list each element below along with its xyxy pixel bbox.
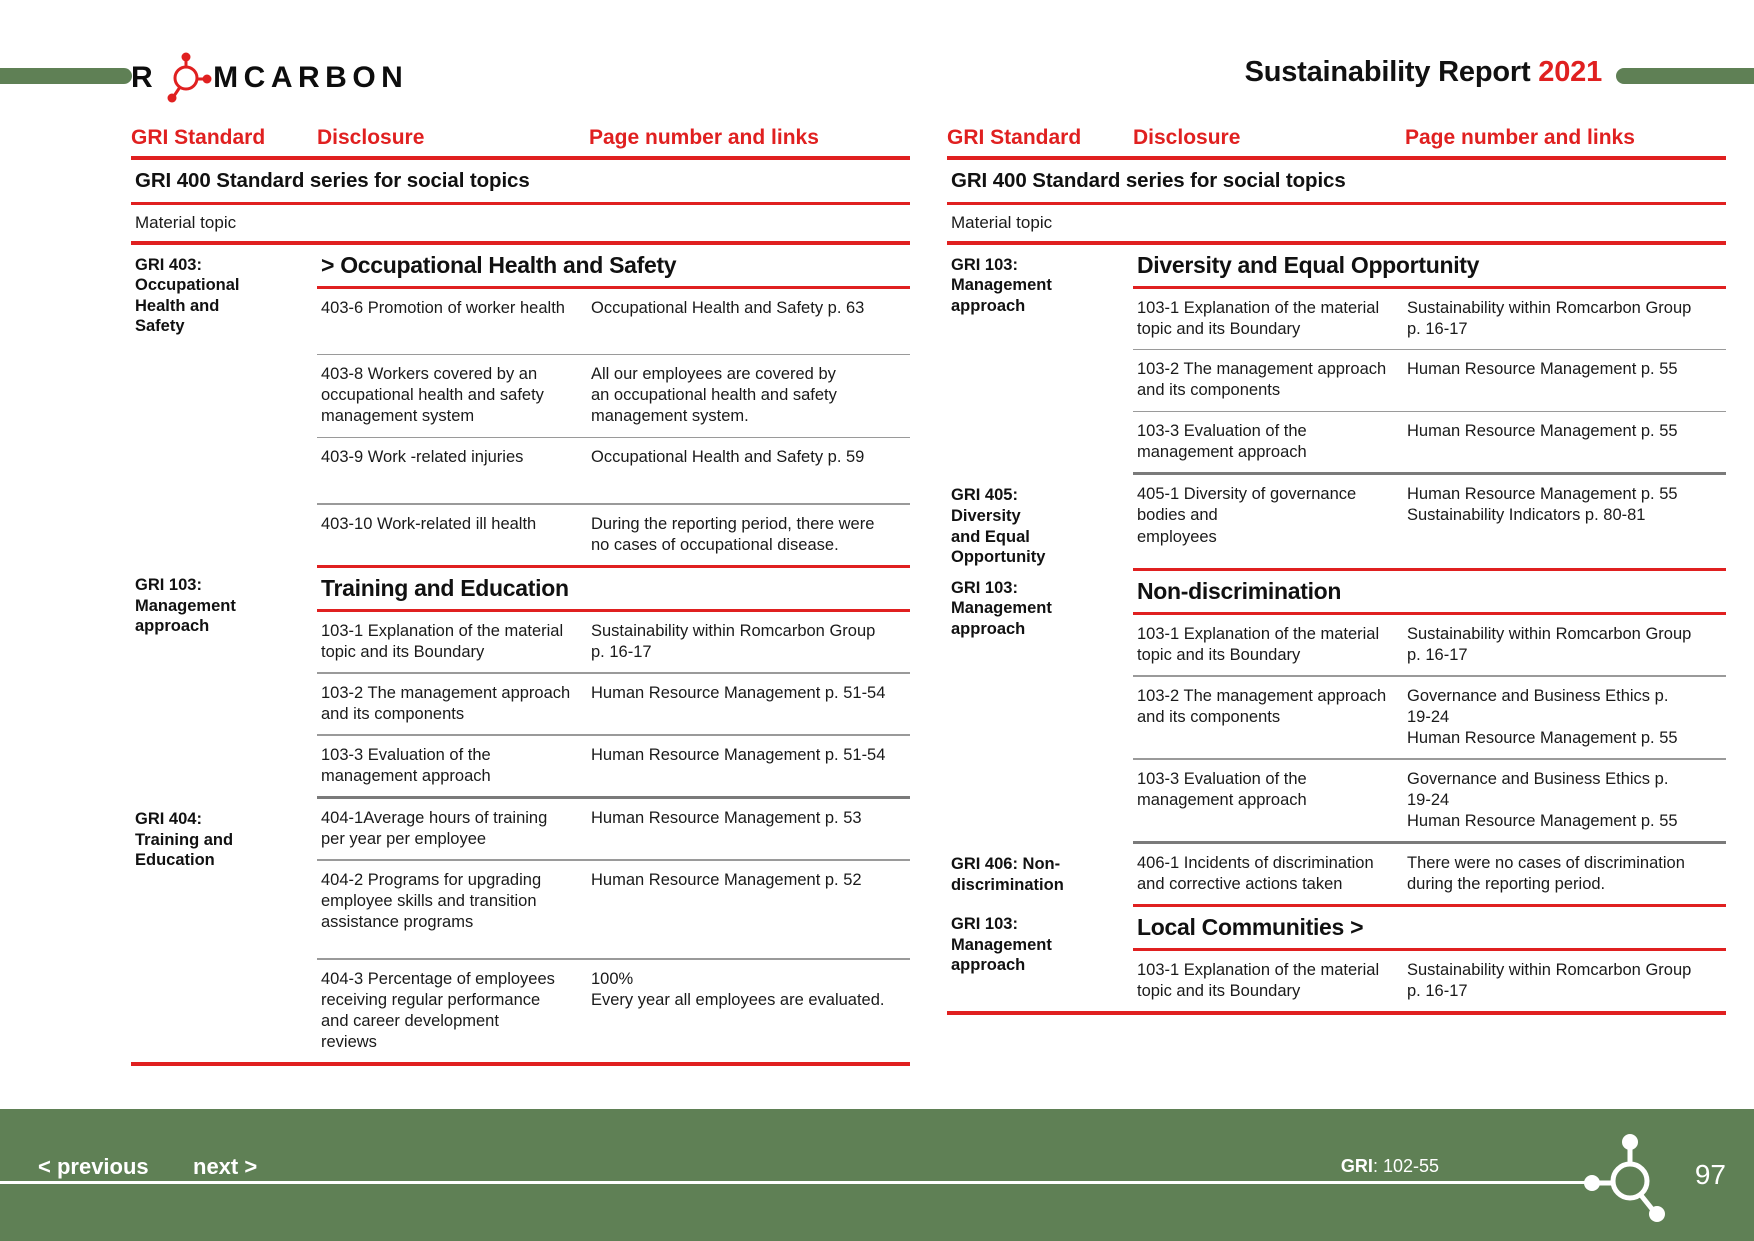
page-links-cell: [1405, 298, 1726, 340]
gri-reference: [1341, 1156, 1439, 1177]
page-links-text: Occupational Health and Safety p. 59: [591, 448, 865, 467]
page-links-cell: [589, 683, 910, 725]
disclosure-cell: [1133, 421, 1405, 463]
page-links-text: 100% Every year all employees are evaluated.: [591, 969, 885, 1009]
disclosure-cell: [1133, 686, 1405, 749]
gri-standard-cell: [131, 565, 317, 799]
report-title-text: Sustainability Report: [1244, 56, 1539, 88]
disclosure-cell: [1133, 484, 1405, 547]
column-header-gri-standard: GRI Standard: [947, 126, 1082, 149]
gri-standard-cell: [131, 245, 317, 566]
page-number: 97: [1694, 1159, 1726, 1190]
disclosure-cell: [317, 683, 589, 725]
page-links-text: Human Resource Management p. 53: [591, 808, 862, 827]
standard-group: [131, 245, 910, 566]
disclosure-cell: [1133, 853, 1405, 895]
page-links-cell: [1405, 686, 1726, 749]
standard-group: [947, 475, 1726, 568]
material-topic-label: Material topic: [951, 213, 1053, 232]
disclosure-cell: [1133, 359, 1405, 401]
page-header: [0, 0, 1754, 108]
disclosure-cell: [317, 514, 589, 556]
disclosure-table: [1133, 245, 1726, 476]
page-links-cell: [589, 808, 910, 850]
table-row: [317, 799, 910, 859]
page-links-cell: [1405, 359, 1726, 401]
previous-page-link[interactable]: < previous: [38, 1154, 149, 1179]
page-links-cell: [589, 870, 910, 933]
page-links-text: Occupational Health and Safety p. 63: [591, 298, 865, 317]
standard-group: [947, 245, 1726, 476]
disclosure-cell: [317, 745, 589, 787]
logo-text-right: MCARBON: [213, 61, 409, 94]
disclosure-cell: [317, 621, 589, 663]
gri-standard-cell: [131, 799, 317, 1062]
column-right: [947, 108, 1726, 1008]
series-title: GRI 400 Standard series for social topics: [951, 168, 1346, 192]
gri-standard-cell: [947, 475, 1133, 568]
page-links-cell: [1405, 421, 1726, 463]
gri-standard-label: GRI 103: Management approach: [135, 576, 236, 636]
table-row: [1133, 760, 1726, 841]
logo-text-left: R: [131, 61, 159, 94]
series-title: GRI 400 Standard series for social topics: [135, 168, 530, 192]
column-bottom-rule: [131, 1062, 910, 1066]
page-footer: [0, 1109, 1754, 1241]
disclosure-text: 103-1 Explanation of the material topic and its Boundary: [1137, 624, 1380, 664]
disclosure-text: 103-2 The management approach and its components: [1137, 360, 1387, 400]
disclosure-cell: [317, 969, 589, 1053]
section-heading: > Occupational Health and Safety: [321, 251, 677, 278]
page-links-text: Sustainability within Romcarbon Group p. 16-17: [591, 622, 876, 662]
gri-standard-label: GRI 404: Training and Education: [135, 809, 234, 870]
page-links-cell: [1405, 769, 1726, 832]
column-header-page-links: Page number and links: [1405, 126, 1635, 149]
standard-group: [131, 799, 910, 1062]
table-row: [317, 289, 910, 354]
table-row: [317, 736, 910, 796]
report-year: 2021: [1538, 56, 1602, 88]
disclosure-text: 103-3 Evaluation of the management approach: [1137, 422, 1307, 462]
table-row: [317, 438, 910, 503]
page-links-text: There were no cases of discrimination during the reporting period.: [1407, 853, 1685, 894]
disclosure-text: 404-1Average hours of training per year per employee: [321, 808, 548, 848]
table-row: [1133, 412, 1726, 472]
disclosure-table: [1133, 568, 1726, 844]
disclosure-text: 103-1 Explanation of the material topic and its Boundary: [1137, 298, 1380, 338]
disclosure-text: 404-2 Programs for upgrading employee skills and transition assistance programs: [321, 870, 542, 931]
page-links-text: Sustainability within Romcarbon Group p. 16-17: [1407, 624, 1692, 664]
table-column-headers: [131, 126, 910, 156]
gri-reference-value: : 102-55: [1372, 1156, 1439, 1176]
disclosure-cell: [1133, 960, 1405, 1002]
page-links-text: All our employees are covered by an occupational health and safety management system.: [591, 365, 837, 426]
disclosure-text: 103-3 Evaluation of the management approach: [1137, 769, 1307, 809]
gri-standard-label: GRI 406: Non- discrimination: [951, 854, 1064, 894]
disclosure-cell: [317, 870, 589, 933]
header-bar-right: [1616, 68, 1754, 84]
disclosure-text: 403-8 Workers covered by an occupational health and safety management system: [321, 365, 544, 426]
page-links-cell: [589, 298, 910, 319]
table-row: [1133, 615, 1726, 675]
disclosure-cell: [1133, 624, 1405, 666]
gri-standard-label: GRI 405: Diversity and Equal Opportunity: [951, 486, 1046, 567]
page-links-cell: [589, 969, 910, 1053]
gri-standard-cell: [947, 844, 1133, 904]
page-links-text: Human Resource Management p. 51-54: [591, 745, 886, 764]
page-links-cell: [589, 364, 910, 427]
disclosure-text: 103-2 The management approach and its components: [1137, 686, 1387, 726]
disclosure-cell: [1133, 298, 1405, 340]
standard-group: [947, 568, 1726, 844]
disclosure-text: 103-1 Explanation of the material topic and its Boundary: [321, 622, 564, 662]
page-links-text: Sustainability within Romcarbon Group p. 16-17: [1407, 298, 1692, 338]
disclosure-text: 406-1 Incidents of discrimination and corrective actions taken: [1137, 853, 1374, 894]
gri-standard-cell: [947, 245, 1133, 476]
page-title: [1245, 56, 1602, 89]
page-links-cell: [1405, 960, 1726, 1002]
disclosure-text: 103-1 Explanation of the material topic and its Boundary: [1137, 961, 1380, 1001]
table-column-headers: [947, 126, 1726, 156]
standard-group: [131, 565, 910, 799]
content-area: [0, 108, 1754, 1051]
table-row: [1133, 289, 1726, 349]
disclosure-table: [1133, 844, 1726, 904]
gri-standard-label: GRI 103: Management approach: [951, 255, 1052, 315]
page-links-text: Human Resource Management p. 55: [1407, 360, 1678, 379]
section-heading: Training and Education: [321, 575, 569, 602]
gri-standard-cell: [947, 568, 1133, 844]
table-row: [317, 505, 910, 565]
page-links-text: Human Resource Management p. 55 Sustainability Indicators p. 80-81: [1407, 485, 1678, 525]
disclosure-cell: [317, 298, 589, 319]
table-row: [1133, 677, 1726, 758]
page-links-text: Human Resource Management p. 52: [591, 870, 862, 889]
gri-standard-label: GRI 103: Management approach: [951, 915, 1052, 975]
material-topic-label: Material topic: [135, 213, 237, 232]
page-links-cell: [589, 447, 910, 468]
table-row: [317, 355, 910, 436]
page-links-text: During the reporting period, there were no cases of occupational disease.: [591, 514, 875, 554]
table-row: [317, 612, 910, 672]
page-links-cell: [1405, 624, 1726, 666]
header-bar-left: [0, 68, 132, 84]
disclosure-table: [317, 245, 910, 566]
molecule-icon: [160, 52, 212, 104]
disclosure-text: 103-2 The management approach and its components: [321, 683, 571, 723]
standard-group: [947, 904, 1726, 1011]
column-bottom-rule: [947, 1011, 1726, 1015]
section-heading: Diversity and Equal Opportunity: [1137, 251, 1480, 278]
disclosure-table: [1133, 475, 1726, 568]
table-row: [317, 960, 910, 1062]
table-row: [1133, 951, 1726, 1011]
column-header-page-links: Page number and links: [589, 126, 819, 149]
standard-group: [947, 844, 1726, 904]
footer-divider: [0, 1181, 1610, 1184]
disclosure-table: [1133, 904, 1726, 1011]
page-links-text: Sustainability within Romcarbon Group p. 16-17: [1407, 961, 1692, 1001]
disclosure-cell: [1133, 769, 1405, 832]
page-links-cell: [589, 514, 910, 556]
column-header-gri-standard: GRI Standard: [131, 126, 266, 149]
table-row: [1133, 844, 1726, 904]
disclosure-cell: [317, 808, 589, 850]
page-links-cell: [589, 745, 910, 787]
column-header-disclosure: Disclosure: [1133, 126, 1241, 149]
page-links-text: Human Resource Management p. 51-54: [591, 683, 886, 702]
gri-standard-label: GRI 103: Management approach: [951, 578, 1052, 639]
column-left: [131, 108, 910, 1051]
page-links-text: Human Resource Management p. 55: [1407, 422, 1678, 441]
next-page-link[interactable]: next >: [193, 1154, 258, 1179]
gri-standard-cell: [947, 904, 1133, 1011]
page-links-text: Governance and Business Ethics p. 19-24 Human Resource Management p. 55: [1407, 686, 1678, 747]
disclosure-table: [317, 565, 910, 799]
disclosure-text: 403-9 Work -related injuries: [321, 448, 524, 467]
disclosure-text: 405-1 Diversity of governance bodies and employees: [1137, 485, 1357, 546]
disclosure-text: 403-6 Promotion of worker health: [321, 298, 565, 317]
footer-molecule-icon: [1580, 1131, 1676, 1227]
table-row: [1133, 475, 1726, 564]
disclosure-text: 103-3 Evaluation of the management approach: [321, 745, 491, 785]
disclosure-cell: [317, 447, 589, 468]
disclosure-cell: [317, 364, 589, 427]
table-row: [1133, 350, 1726, 410]
table-row: [317, 861, 910, 958]
disclosure-text: 404-3 Percentage of employees receiving regular performance and career development reviews: [321, 969, 555, 1051]
section-heading: Local Communities >: [1137, 914, 1364, 941]
page-links-text: Governance and Business Ethics p. 19-24 Human Resource Management p. 55: [1407, 769, 1678, 830]
column-header-disclosure: Disclosure: [317, 126, 425, 149]
page-links-cell: [1405, 484, 1726, 547]
page-links-cell: [1405, 853, 1726, 895]
romcarbon-logo: [131, 52, 408, 104]
gri-standard-label: GRI 403: Occupational Health and Safety: [135, 255, 240, 336]
section-heading: Non-discrimination: [1137, 577, 1342, 604]
gri-reference-prefix: GRI: [1340, 1156, 1373, 1176]
disclosure-table: [317, 799, 910, 1062]
table-row: [317, 674, 910, 734]
page-links-cell: [589, 621, 910, 663]
disclosure-text: 403-10 Work-related ill health: [321, 514, 537, 533]
